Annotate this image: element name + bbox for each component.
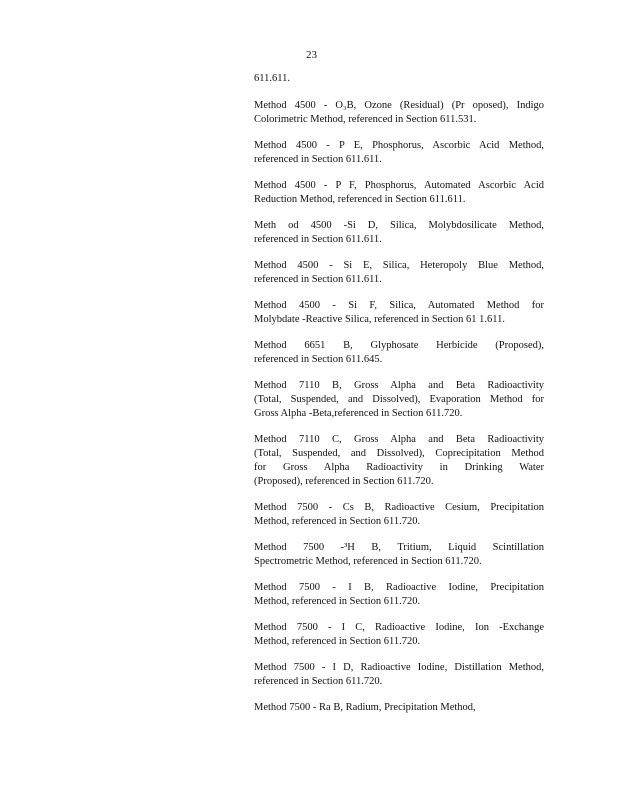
method-reference-paragraph [254, 219, 544, 247]
paragraph-line: Method 7110 C, Gross Alpha and Beta Radioactivity [254, 434, 544, 445]
paragraph-line: Method 4500 - P E, Phosphorus, Ascorbic Acid Method, [254, 140, 544, 151]
paragraph-line: Molybdate -Reactive Silica, referenced in Section 61 1.611. [254, 314, 505, 325]
lead-text: 611.611. [254, 73, 290, 84]
paragraph-line: Method 6651 B, Glyphosate Herbicide (Proposed), [254, 340, 544, 351]
method-reference-paragraph [254, 701, 544, 715]
paragraph-line: (Proposed), referenced in Section 611.720. [254, 476, 434, 487]
paragraph-line: Method 7500 - I C, Radioactive Iodine, Ion -Exchange [254, 622, 544, 633]
paragraph-line: Method 7500 - Ra B, Radium, Precipitation Method, [254, 702, 476, 713]
method-reference-paragraph [254, 379, 544, 421]
paragraph-line: Method 7500 - I D, Radioactive Iodine, Distillation Method, [254, 662, 544, 673]
paragraph-line: Method 4500 - Si F, Silica, Automated Method for [254, 300, 544, 311]
paragraph-line: (Total, Suspended, and Dissolved), Evaporation Method for [254, 394, 544, 405]
paragraph-line: Gross Alpha -Beta,referenced in Section 611.720. [254, 408, 463, 419]
paragraph-line: referenced in Section 611.611. [254, 274, 382, 285]
paragraph-line: Method 4500 - O₃B, Ozone (Residual) (Pr oposed), Indigo [254, 100, 544, 111]
paragraph-line: Method 7500 - Cs B, Radioactive Cesium, Precipitation [254, 502, 544, 513]
paragraph-line: Method 4500 - Si E, Silica, Heteropoly Blue Method, [254, 260, 544, 271]
method-reference-paragraph [254, 541, 544, 569]
method-reference-paragraph [254, 139, 544, 167]
paragraph-line: Colorimetric Method, referenced in Section 611.531. [254, 114, 477, 125]
paragraph-line: Meth od 4500 -Si D, Silica, Molybdosilicate Method, [254, 220, 544, 231]
paragraph-line: referenced in Section 611.720. [254, 676, 383, 687]
paragraph-line: referenced in Section 611.611. [254, 154, 382, 165]
method-reference-paragraph [254, 501, 544, 529]
paragraph-line: Method 7110 B, Gross Alpha and Beta Radioactivity [254, 380, 544, 391]
page-number: 23 [306, 49, 317, 61]
document-body [254, 72, 544, 727]
paragraph-line: Method 4500 - P F, Phosphorus, Automated Ascorbic Acid [254, 180, 544, 191]
method-list [254, 99, 544, 715]
method-reference-paragraph [254, 661, 544, 689]
paragraph-line: Reduction Method, referenced in Section 611.611. [254, 194, 466, 205]
paragraph-line: referenced in Section 611.645. [254, 354, 383, 365]
method-reference-paragraph [254, 433, 544, 489]
method-reference-paragraph [254, 339, 544, 367]
method-reference-paragraph [254, 179, 544, 207]
paragraph-line: Method 7500 - I B, Radioactive Iodine, Precipitation [254, 582, 544, 593]
method-reference-paragraph [254, 99, 544, 127]
method-reference-paragraph [254, 259, 544, 287]
paragraph-line: (Total, Suspended, and Dissolved), Coprecipitation Method [254, 448, 544, 459]
paragraph-line: Spectrometric Method, referenced in Section 611.720. [254, 556, 482, 567]
paragraph-line: Method, referenced in Section 611.720. [254, 636, 421, 647]
method-reference-paragraph [254, 621, 544, 649]
paragraph-line: Method 7500 -³H B, Tritium, Liquid Scintillation [254, 542, 544, 553]
method-reference-paragraph [254, 581, 544, 609]
paragraph-line: Method, referenced in Section 611.720. [254, 516, 421, 527]
method-reference-paragraph [254, 299, 544, 327]
paragraph-line: Method, referenced in Section 611.720. [254, 596, 421, 607]
paragraph-line: referenced in Section 611.611. [254, 234, 382, 245]
paragraph-line: for Gross Alpha Radioactivity in Drinking Water [254, 462, 544, 473]
